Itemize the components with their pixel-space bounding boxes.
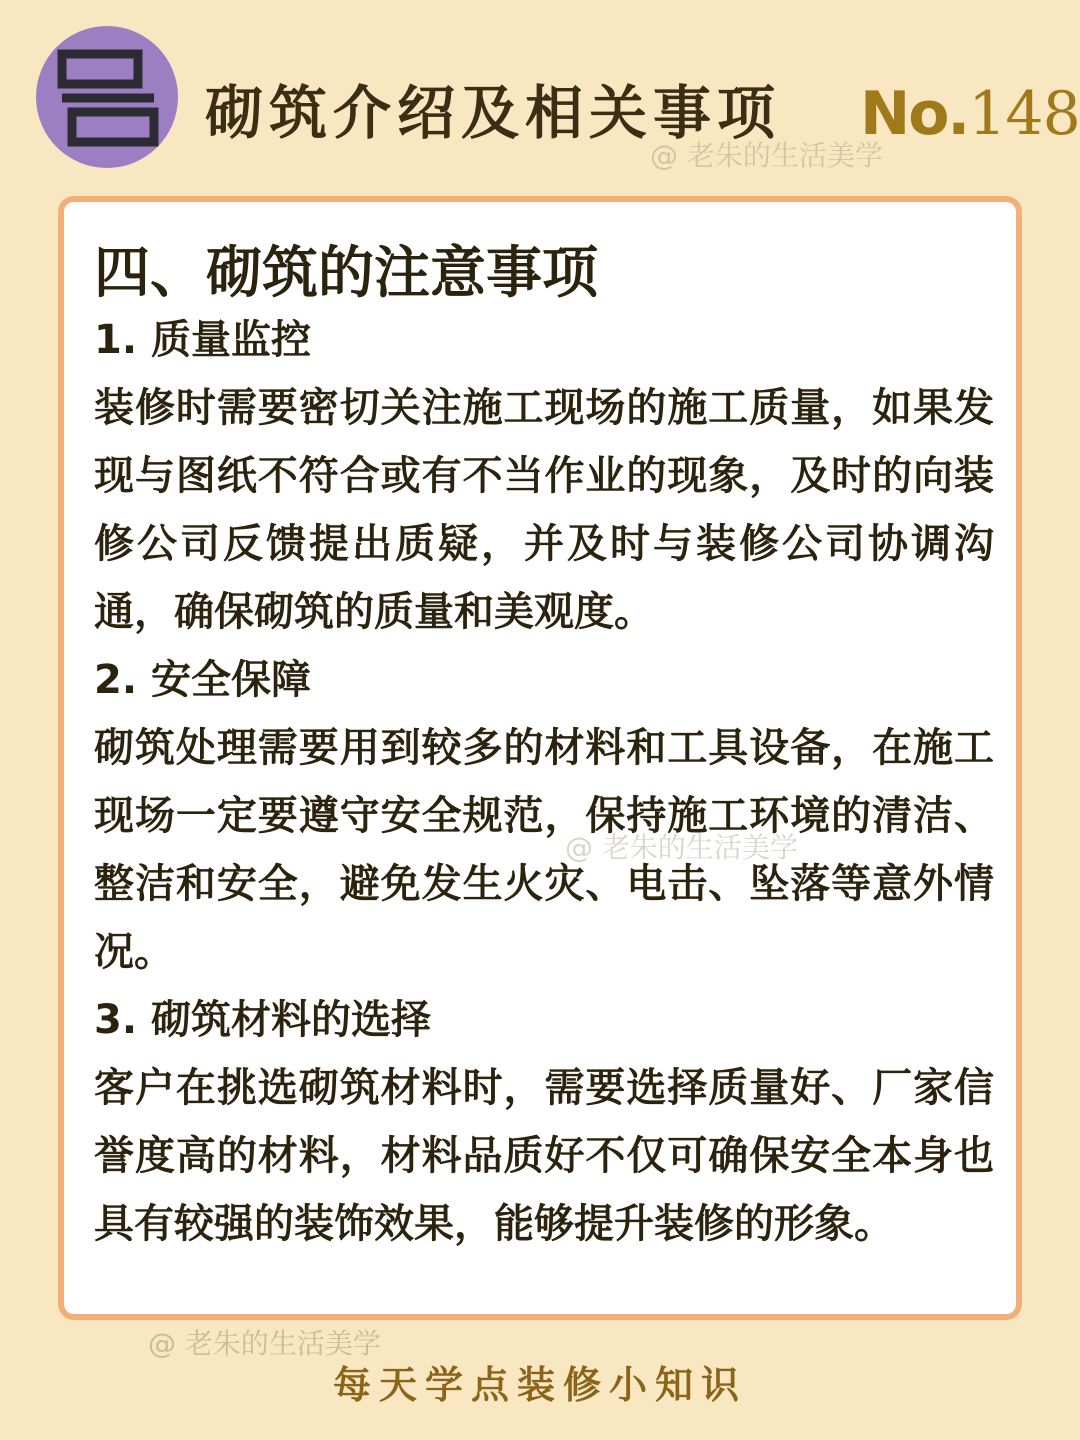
item-heading-materials: 3. 砌筑材料的选择 — [94, 997, 431, 1043]
content-card — [58, 196, 1022, 1320]
item-heading-safety: 2. 安全保障 — [94, 657, 311, 703]
issue-number-value: 148 — [968, 79, 1080, 149]
footer-slogan: 每天学点装修小知识 — [332, 1363, 747, 1407]
item-heading-quality: 1. 质量监控 — [94, 317, 311, 363]
section-title: 四、砌筑的注意事项 — [94, 241, 598, 306]
issue-number — [860, 80, 1080, 148]
brick-stack-icon — [36, 26, 178, 168]
item-text-materials: 客户在挑选砌筑材料时，需要选择质量好、厂家信誉度高的材料，材料品质好不仅可确保安全本身也具有较强的装饰效果，能够提升装修的形象。 — [94, 1065, 994, 1247]
item-text-safety: 砌筑处理需要用到较多的材料和工具设备，在施工现场一定要遵守安全规范，保持施工环境的清洁、整洁和安全，避免发生火灾、电击、坠落等意外情况。 — [94, 725, 994, 975]
watermark: @ 老朱的生活美学 — [565, 831, 798, 864]
issue-number-label: No. — [860, 79, 969, 149]
watermark: @ 老朱的生活美学 — [650, 139, 883, 172]
watermark: @ 老朱的生活美学 — [148, 1327, 381, 1360]
page-title: 砌筑介绍及相关事项 — [205, 79, 782, 147]
item-text-quality: 装修时需要密切关注施工现场的施工质量，如果发现与图纸不符合或有不当作业的现象，及时的向装修公司反馈提出质疑，并及时与装修公司协调沟通，确保砌筑的质量和美观度。 — [94, 385, 994, 635]
